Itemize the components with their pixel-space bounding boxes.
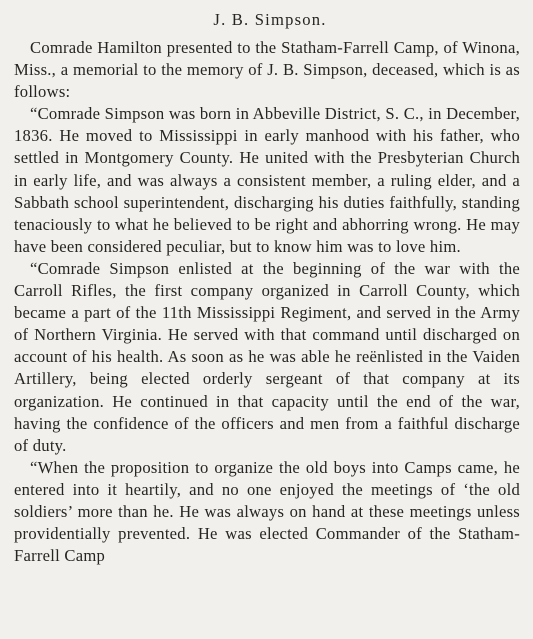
paragraph-camps: “When the proposition to organize the old boys into Camps came, he entered into it heartily, and no one enjoyed the meetings of ‘the old soldiers’ more than he. He was always on hand at these meetings unless providentially prevented. He was elected Commander of the Statham-Farrell Camp: [14, 457, 520, 566]
paragraph-biography: “Comrade Simpson was born in Abbeville District, S. C., in December, 1836. He moved to Mississippi in early manhood with his father, who settled in Montgomery County. He united with the Presbyterian Church in early life, and was always a consistent member, a ruling elder, and a Sabbath school superintendent, discharging his duties faithfully, standing tenaciously to what he believed to be right and abhorring wrong. He may have been considered peculiar, but to know him was to love him.: [14, 104, 520, 256]
paragraph-war-service: “Comrade Simpson enlisted at the beginning of the war with the Carroll Rifles, the first company organized in Carroll County, which became a part of the 11th Mississippi Regiment, and served in the Army of Northern Virginia. He served with that command until discharged on account of his health. As soon as he was able he reënlisted in the Vaiden Artillery, being elected orderly sergeant of that company at its organization. He continued in that capacity until the end of the war, having the confidence of the officers and men from a faithful discharge of duty.: [14, 258, 520, 455]
paragraph-intro: Comrade Hamilton presented to the Statham-Farrell Camp, of Winona, Miss., a memorial to the memory of J. B. Simpson, deceased, which is as follows:: [14, 38, 520, 102]
document-page: [14, 0, 520, 567]
article-title: J. B. Simpson.: [213, 10, 327, 29]
